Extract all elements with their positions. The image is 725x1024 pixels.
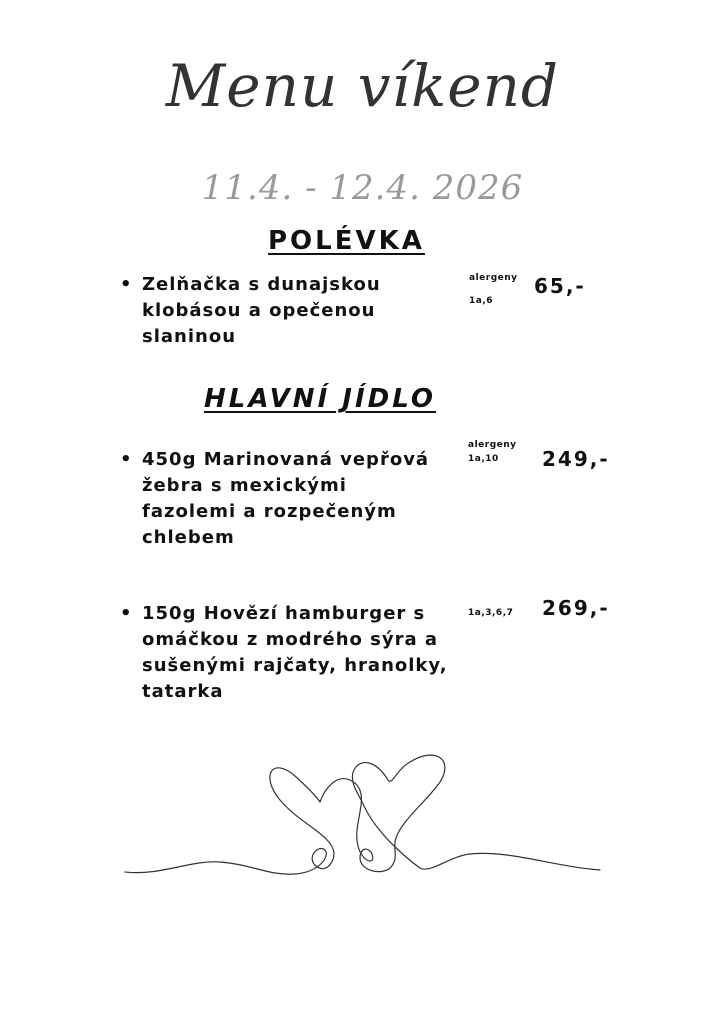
section-title-soup: POLÉVKA bbox=[268, 226, 425, 256]
bullet-icon: • bbox=[120, 274, 132, 295]
bullet-icon: • bbox=[120, 603, 132, 624]
menu-item-name: 450g Marinovaná vepřová žebra s mexickými fazolemi a rozpečeným chlebem bbox=[142, 449, 430, 548]
allergen-codes: 1a,6 bbox=[469, 296, 494, 306]
menu-date: 11.4. - 12.4. 2026 bbox=[201, 168, 524, 208]
allergen-label: alergeny bbox=[469, 273, 518, 283]
allergen-codes: 1a,10 bbox=[468, 454, 499, 464]
allergen-codes: 1a,3,6,7 bbox=[468, 608, 514, 618]
menu-item-price: 249,- bbox=[542, 447, 610, 471]
menu-item-price: 269,- bbox=[542, 596, 610, 620]
section-title-main: HLAVNÍ JÍDLO bbox=[204, 384, 436, 414]
allergen-label: alergeny bbox=[468, 440, 517, 450]
menu-item-name: 150g Hovězí hamburger s omáčkou z modrého sýra a sušenými rajčaty, hranolky, tatarka bbox=[142, 603, 448, 702]
bullet-icon: • bbox=[120, 449, 132, 470]
menu-item-name: Zelňačka s dunajskou klobásou a opečenou slaninou bbox=[142, 274, 381, 347]
hearts-line-art-icon bbox=[120, 750, 610, 900]
menu-item-price: 65,- bbox=[534, 274, 586, 298]
menu-title: Menu víkend bbox=[165, 52, 560, 120]
